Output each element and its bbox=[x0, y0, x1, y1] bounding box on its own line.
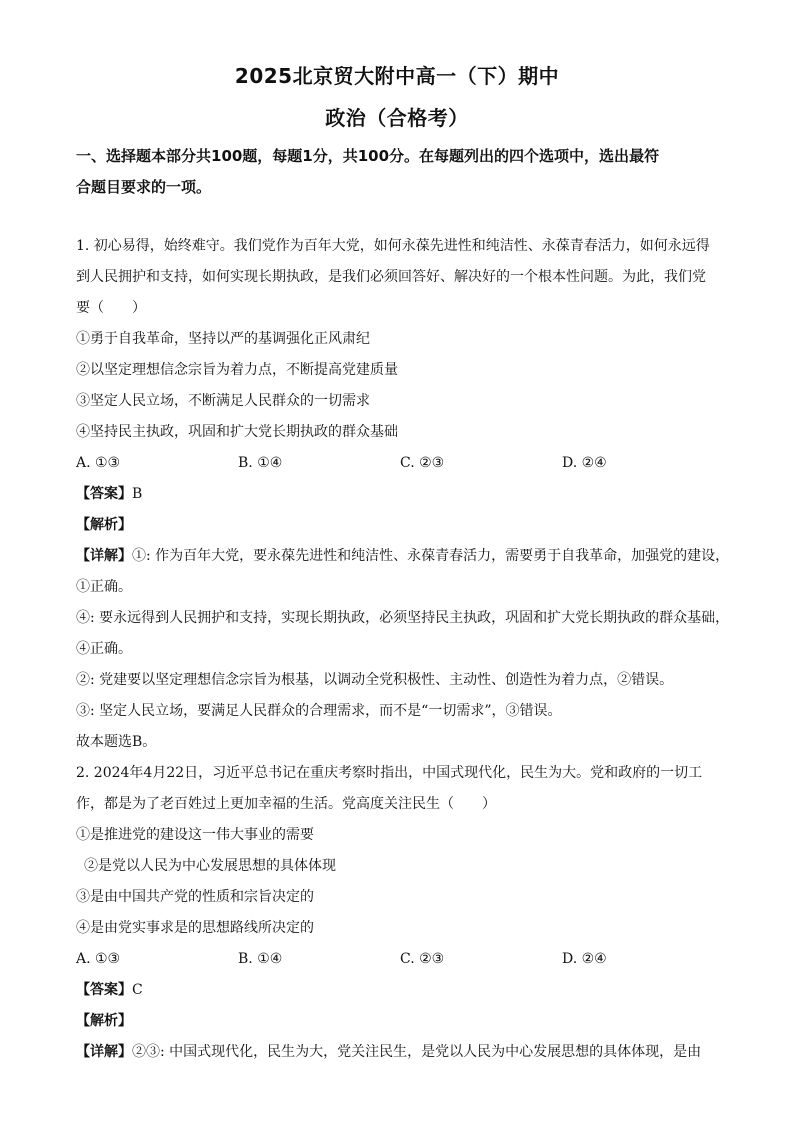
exam-subtitle: 政治（合格考） bbox=[325, 106, 469, 130]
q1-options bbox=[76, 453, 736, 473]
q2-detail-text1: ②③: 中国式现代化，民生为大，党关注民生，是党以人民为中心发展思想的具体体现，是由 bbox=[132, 1044, 702, 1060]
section-instruction-line1: 一、选择题本部分共100题，每题1分，共100分。在每题列出的四个选项中，选出最符 bbox=[76, 147, 660, 165]
q1-detail-line5: ②: 党建要以坚定理想信念宗旨为根基，以调动全党积极性、主动性、创造性为着力点，②错误。 bbox=[76, 672, 674, 688]
q2-option-b: B. ①④ bbox=[238, 951, 283, 967]
q2-options bbox=[76, 949, 736, 969]
q1-detail-line4: ④正确。 bbox=[76, 641, 132, 657]
q1-stem-line3: 要（ ） bbox=[76, 300, 146, 316]
q2-answer-tag: 【答案】 bbox=[76, 982, 132, 998]
q1-detail-line2: ①正确。 bbox=[76, 579, 132, 595]
q2-option-d: D. ②④ bbox=[562, 951, 607, 967]
q2-answer-value: C bbox=[132, 982, 143, 998]
q1-option-c: C. ②③ bbox=[400, 455, 445, 471]
q1-option-a: A. ①③ bbox=[76, 455, 121, 471]
q2-stem-line1: 2. 2024年4月22日，习近平总书记在重庆考察时指出，中国式现代化，民生为大。党和政府的一切工 bbox=[76, 765, 703, 781]
q1-detail-tag: 【详解】 bbox=[76, 548, 132, 564]
q2-answer bbox=[76, 980, 736, 1000]
q2-option-c: C. ②③ bbox=[400, 951, 445, 967]
q1-item-4: ④坚持民主执政，巩固和扩大党长期执政的群众基础 bbox=[76, 424, 398, 440]
q1-item-1: ①勇于自我革命，坚持以严的基调强化正风肃纪 bbox=[76, 331, 370, 347]
q2-stem-line2: 作，都是为了老百姓过上更加幸福的生活。党高度关注民生（ ） bbox=[76, 796, 496, 812]
q1-option-d: D. ②④ bbox=[562, 455, 607, 471]
q2-detail-line1 bbox=[76, 1042, 736, 1062]
q2-detail-tag: 【详解】 bbox=[76, 1044, 132, 1060]
q1-detail-line6: ③: 坚定人民立场，要满足人民群众的合理需求，而不是“一切需求”，③错误。 bbox=[76, 703, 562, 719]
q1-item-2: ②以坚定理想信念宗旨为着力点，不断提高党建质量 bbox=[76, 362, 398, 378]
q2-analysis-tag: 【解析】 bbox=[76, 1013, 132, 1029]
q2-item-2: ②是党以人民为中心发展思想的具体体现 bbox=[84, 858, 336, 874]
q2-option-a: A. ①③ bbox=[76, 951, 121, 967]
exam-title: 2025北京贸大附中高一（下）期中 bbox=[234, 64, 560, 88]
q1-conclusion: 故本题选B。 bbox=[76, 734, 157, 750]
q1-detail-text1: ①: 作为百年大党，要永葆先进性和纯洁性、永葆青春活力，需要勇于自我革命，加强党的建设， bbox=[132, 548, 730, 564]
q1-stem-line2: 到人民拥护和支持，如何实现长期执政，是我们必须回答好、解决好的一个根本性问题。为此，我们党 bbox=[76, 269, 706, 285]
q2-item-3: ③是由中国共产党的性质和宗旨决定的 bbox=[76, 889, 314, 905]
q2-item-1: ①是推进党的建设这一伟大事业的需要 bbox=[76, 827, 314, 843]
q1-stem-line1: 1. 初心易得，始终难守。我们党作为百年大党，如何永葆先进性和纯洁性、永葆青春活力，如何永远得 bbox=[76, 238, 710, 254]
section-instruction-line2: 合题目要求的一项。 bbox=[76, 178, 212, 196]
q2-item-4: ④是由党实事求是的思想路线所决定的 bbox=[76, 920, 314, 936]
q1-item-3: ③坚定人民立场，不断满足人民群众的一切需求 bbox=[76, 393, 370, 409]
q1-analysis-tag: 【解析】 bbox=[76, 517, 132, 533]
q1-option-b: B. ①④ bbox=[238, 455, 283, 471]
q1-detail-line3: ④: 要永远得到人民拥护和支持，实现长期执政，必须坚持民主执政，巩固和扩大党长期执政的群众基础， bbox=[76, 610, 730, 626]
q1-answer-tag: 【答案】 bbox=[76, 486, 132, 502]
q1-answer-value: B bbox=[132, 486, 143, 502]
q1-answer bbox=[76, 484, 736, 504]
q1-detail-line1 bbox=[76, 546, 736, 566]
